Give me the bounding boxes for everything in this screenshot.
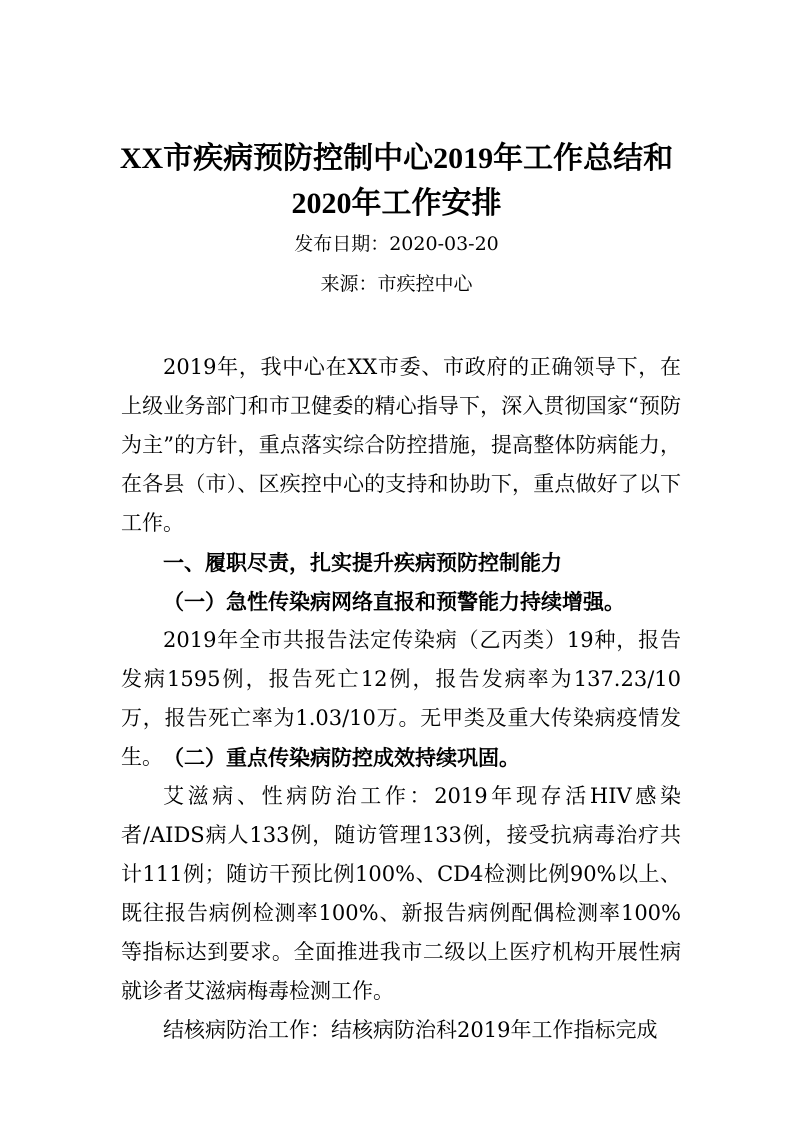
document-title-line-1: XX市疾病预防控制中心2019年工作总结和 <box>119 142 674 175</box>
subsection-2-heading: （二）重点传染病防控成效持续巩固。 <box>163 745 520 770</box>
subsection-1-heading: （一）急性传染病网络直报和预警能力持续增强。 <box>163 589 625 614</box>
source: 来源：市疾控中心 <box>320 273 473 295</box>
publish-date: 发布日期：2020-03-20 <box>294 233 499 255</box>
subsection-1-paragraph: 2019年全市共报告法定传染病（乙丙类）19种，报告发病1595例，报告死亡12例，报告发病率为137.23/10万，报告死亡率为1.03/10万。无甲类及重大传染病疫情发生。 <box>121 628 681 769</box>
intro-paragraph: 2019年，我中心在XX市委、市政府的正确领导下，在上级业务部门和市卫健委的精心指导下，深入贯彻国家“预防为主”的方针，重点落实综合防控措施，提高整体防病能力，在各县（市）、区疾控中心的支持和协助下，重点做好了以下工作。 <box>121 355 681 535</box>
subsection-2-paragraph: 艾滋病、性病防治工作：2019年现存活HIV感染者/AIDS病人133例，随访管理133例，接受抗病毒治疗共计111例；随访干预比例100%、CD4检测比例90%以上、既往报告病例检测率100%、新报告病例配偶检测率100%等指标达到要求。全面推进我市二级以上医疗机构开展性病就诊者艾滋病梅毒检测工作。 <box>121 784 681 1003</box>
tb-paragraph: 结核病防治工作：结核病防治科2019年工作指标完成 <box>163 1018 658 1042</box>
document-title-line-2: 2020年工作安排 <box>291 187 502 220</box>
section-1-heading: 一、履职尽责，扎实提升疾病预防控制能力 <box>163 550 562 575</box>
